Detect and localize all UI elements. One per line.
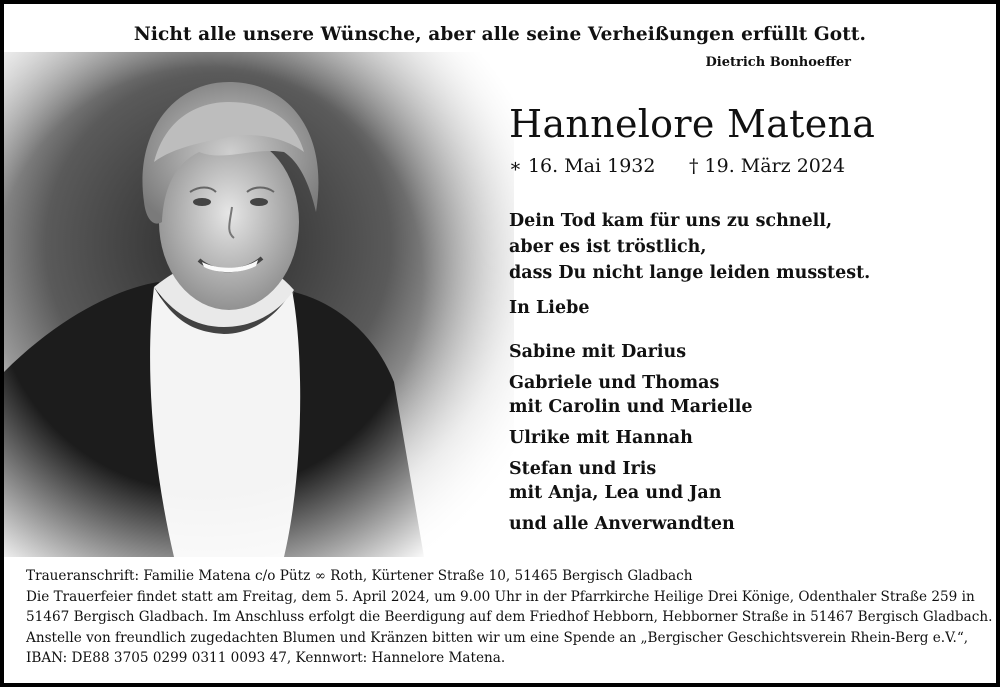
funeral-notice [26,566,993,669]
family-line: Stefan und Iris [509,459,657,479]
family-list [509,340,753,543]
family-line: mit Carolin und Marielle [509,397,753,417]
family-line: Ulrike mit Hannah [509,428,693,448]
notice-line: 51467 Bergisch Gladbach. Im Anschluss erfolgt die Beerdigung auf dem Friedhof Hebborn, Hebborner Straße in 51467 Bergisch Gladbach. [26,609,993,625]
quote-author: Dietrich Bonhoeffer [705,55,851,70]
birth-date: ∗ 16. Mai 1932 [509,155,656,177]
notice-line: Anstelle von freundlich zugedachten Blumen und Kränzen bitten wir um eine Spende an „Bergischer Geschichtsverein Rhein-Berg e.V.“, [26,629,969,646]
family-line: mit Anja, Lea und Jan [509,483,722,503]
life-dates [509,155,845,177]
family-line: und alle Anverwandten [509,514,735,534]
memorial-verse [509,208,870,286]
family-line: Sabine mit Darius [509,342,687,362]
death-date: † 19. März 2024 [689,155,846,177]
in-love-line: In Liebe [509,298,590,318]
notice-line: Die Trauerfeier findet statt am Freitag, dem 5. April 2024, um 9.00 Uhr in der Pfarrkirche Heilige Drei Könige, Odenthaler Straße 259 in [26,588,975,605]
verse-line: dass Du nicht lange leiden musstest. [509,263,871,283]
family-group [509,426,753,450]
verse-line: aber es ist tröstlich, [509,237,707,257]
family-group [509,457,753,505]
family-group [509,371,753,419]
portrait-photo [4,52,514,557]
family-group [509,340,753,364]
family-group [509,512,753,536]
notice-line: Traueranschrift: Familie Matena c/o Pütz ∞ Roth, Kürtener Straße 10, 51465 Bergisch Gladbach [26,568,693,584]
header-quote: Nicht alle unsere Wünsche, aber alle seine Verheißungen erfüllt Gott. [133,24,867,45]
deceased-name: Hannelore Matena [509,102,876,146]
family-line: Gabriele und Thomas [509,373,720,393]
notice-line: IBAN: DE88 3705 0299 0311 0093 47, Kennwort: Hannelore Matena. [26,650,506,666]
verse-line: Dein Tod kam für uns zu schnell, [509,211,833,231]
